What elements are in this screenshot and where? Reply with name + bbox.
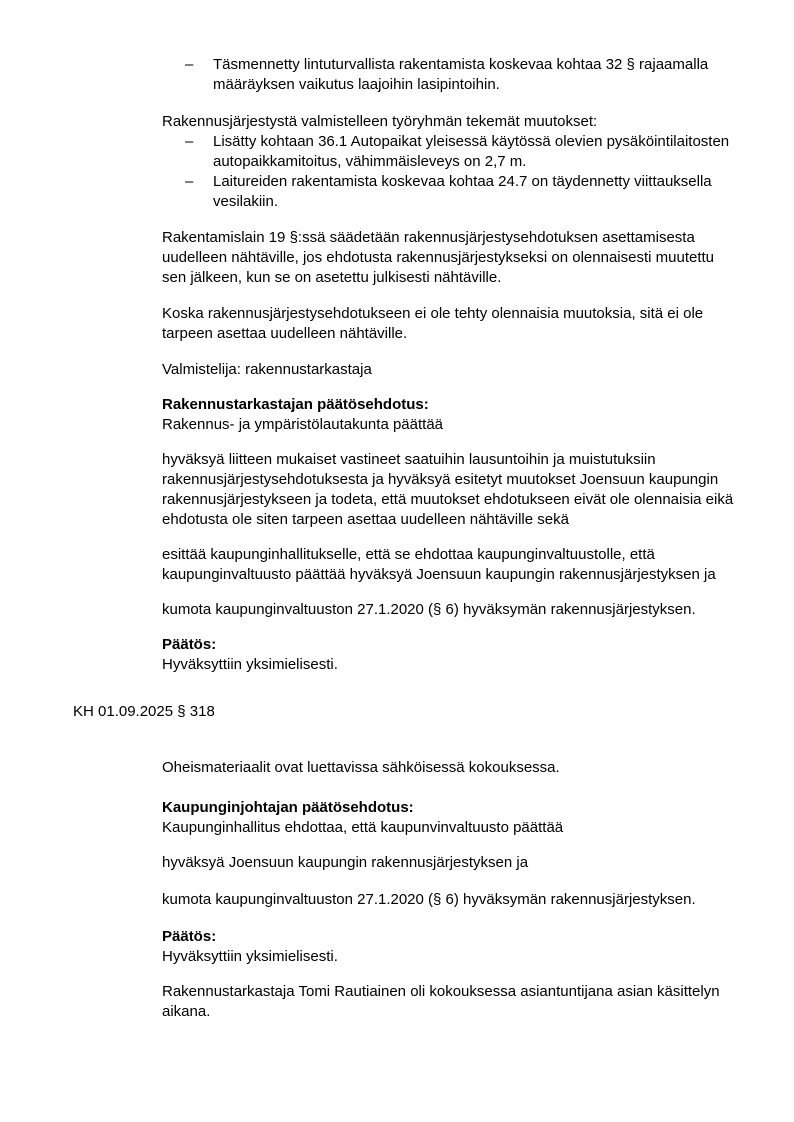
list-item-laitureiden xyxy=(162,172,738,212)
paragraph-kumota-1: kumota kaupunginvaltuuston 27.1.2020 (§ 6) hyväksymän rakennusjärjestyksen. xyxy=(162,601,696,618)
paragraph-valmistelija: Valmistelija: rakennustarkastaja xyxy=(162,361,372,378)
paragraph-rakentamislain: Rakentamislain 19 §:ssä säädetään rakennusjärjestysehdotuksen asettamisesta uudelleen nähtäville, jos ehdotusta rakennusjärjestykseksi on olennaisesti muutettu sen jälkeen, kun se on asetettu julkisesti nähtäville. xyxy=(162,229,715,286)
paragraph-hyvaksya-joensuun: hyväksyä Joensuun kaupungin rakennusjärjestyksen ja xyxy=(162,854,529,871)
bullet-marker: – xyxy=(185,173,194,190)
paragraph-kaupunginhallitus-ehdottaa: Kaupunginhallitus ehdottaa, että kaupunvinvaltuusto päättää xyxy=(162,819,564,836)
paragraph-kumota-2: kumota kaupunginvaltuuston 27.1.2020 (§ 6) hyväksymän rakennusjärjestyksen. xyxy=(162,891,696,908)
paragraph-koska: Koska rakennusjärjestysehdotukseen ei ole tehty olennaisia muutoksia, sitä ei ole tarpeen asettaa uudelleen nähtäville. xyxy=(162,305,704,342)
heading-paatos-1: Päätös: xyxy=(162,636,217,653)
bullet-marker: – xyxy=(185,56,194,73)
paragraph-esittaa-kaupunginhallitukselle: esittää kaupunginhallitukselle, että se ehdottaa kaupunginvaltuustolle, että kaupunginvaltuusto päättää hyväksyä Joensuun kaupungin rakennusjärjestyksen ja xyxy=(162,546,716,583)
section-heading-kh: KH 01.09.2025 § 318 xyxy=(73,703,215,720)
list-item-text: Laitureiden rakentamista koskevaa kohtaa 24.7 on täydennetty viittauksella vesilakiin. xyxy=(213,173,712,210)
paragraph-hyvaksya-liitteen: hyväksyä liitteen mukaiset vastineet saatuihin lausuntoihin ja muistutuksiin rakennusjärjestysehdotuksesta ja hyväksyä esitetyt muutokset Joensuun kaupungin rakennusjärjestykseen ja todeta, että muutokset ehdotukseen eivät ole olennaisia eikä ehdotusta ole siten tarpeen asettaa uudelleen nähtäville sekä xyxy=(162,451,734,528)
paragraph-hyvaksyttiin-2: Hyväksyttiin yksimielisesti. xyxy=(162,948,338,965)
paragraph-lautakunta-paattaa: Rakennus- ja ympäristölautakunta päättää xyxy=(162,416,444,433)
list-item-text: Lisätty kohtaan 36.1 Autopaikat yleisessä käytössä olevien pysäköintilaitosten autopaikkamitoitus, vähimmäisleveys on 2,7 m. xyxy=(213,133,730,170)
list-item-lisatty xyxy=(162,132,738,172)
list-item-text: Täsmennetty lintuturvallista rakentamista koskevaa kohtaa 32 § rajaamalla määräyksen vaikutus laajoihin lasipintoihin. xyxy=(213,56,709,93)
bullet-marker: – xyxy=(185,133,194,150)
body-column-1 xyxy=(162,55,738,675)
paragraph-rautiainen: Rakennustarkastaja Tomi Rautiainen oli kokouksessa asiantuntijana asian käsittelyn aikana. xyxy=(162,983,720,1020)
paragraph-workgroup-changes: Rakennusjärjestystä valmistelleen työryhmän tekemät muutokset: xyxy=(162,113,598,130)
paragraph-oheismateriaalit: Oheismateriaalit ovat luettavissa sähköisessä kokouksessa. xyxy=(162,759,560,776)
paragraph-hyvaksyttiin-1: Hyväksyttiin yksimielisesti. xyxy=(162,656,338,673)
body-column-2 xyxy=(162,758,738,1022)
list-item-tasmennetty xyxy=(162,55,738,95)
heading-paatos-2: Päätös: xyxy=(162,928,217,945)
heading-rakennustarkastajan-paatosehdotus: Rakennustarkastajan päätösehdotus: xyxy=(162,396,429,413)
heading-kaupunginjohtajan-paatosehdotus: Kaupunginjohtajan päätösehdotus: xyxy=(162,799,414,816)
